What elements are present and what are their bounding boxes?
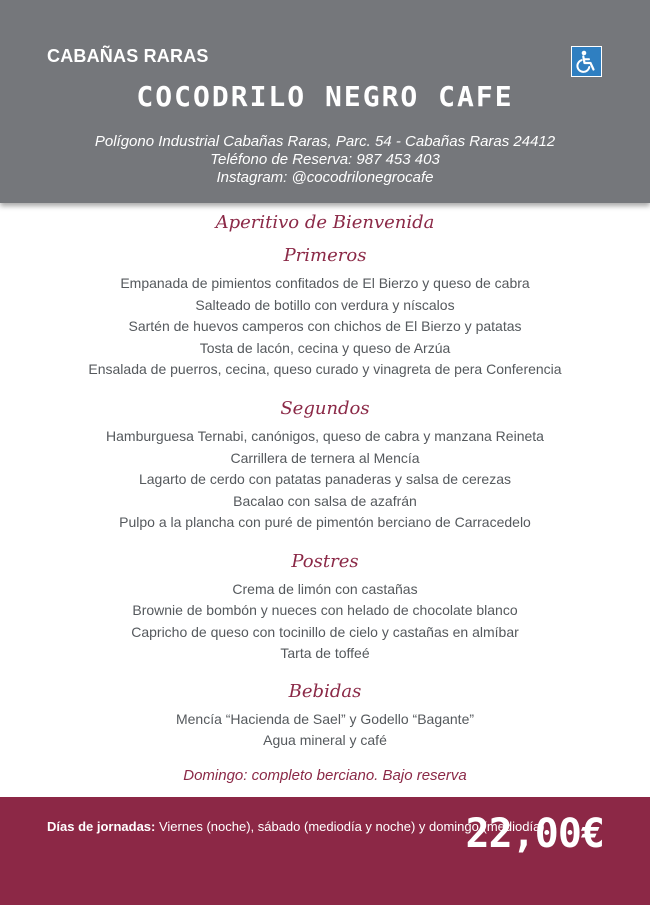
service-days-label: Días de jornadas:	[47, 819, 156, 834]
list-item: Brownie de bombón y nueces con helado de chocolate blanco	[132, 602, 518, 618]
list-item: Tosta de lacón, cecina y queso de Arzúa	[199, 340, 451, 356]
cafe-name: COCODRILO NEGRO CAFE	[136, 80, 514, 113]
list-item: Crema de limón con castañas	[232, 581, 418, 597]
list-item: Hamburguesa Ternabi, canónigos, queso de cabra y manzana Reineta	[106, 428, 544, 444]
service-days-text: Viernes (noche), sábado (mediodía y noche) y domingo (mediodía)	[155, 819, 545, 834]
section-title-postres: Postres	[291, 551, 359, 572]
sunday-note: Domingo: completo berciano. Bajo reserva	[183, 767, 467, 784]
list-item: Carrillera de ternera al Mencía	[230, 450, 420, 466]
town-name: CABAÑAS RARAS	[47, 46, 209, 66]
section-title-bebidas: Bebidas	[288, 681, 362, 702]
footer-band	[0, 797, 650, 905]
list-item: Tarta de toffeé	[280, 645, 370, 661]
list-item: Ensalada de puerros, cecina, queso curado y vinagreta de pera Conferencia	[88, 361, 562, 377]
reservation-phone: Teléfono de Reserva: 987 453 403	[210, 151, 440, 168]
header-band	[0, 0, 650, 203]
instagram-handle: Instagram: @cocodrilonegrocafe	[216, 169, 434, 186]
menu-price: 22,00€	[465, 811, 604, 857]
list-item: Empanada de pimientos confitados de El Bierzo y queso de cabra	[120, 275, 530, 291]
section-title-primeros: Primeros	[283, 245, 367, 266]
list-item: Agua mineral y café	[263, 732, 387, 748]
list-item: Lagarto de cerdo con patatas panaderas y salsa de cerezas	[138, 471, 512, 487]
welcome-title: Aperitivo de Bienvenida	[215, 212, 435, 233]
list-item: Mencía “Hacienda de Sael” y Godello “Bagante”	[175, 711, 475, 727]
address: Polígono Industrial Cabañas Raras, Parc. 54 - Cabañas Raras 24412	[94, 133, 556, 150]
section-title-segundos: Segundos	[280, 398, 370, 419]
list-item: Pulpo a la plancha con puré de pimentón berciano de Carracedelo	[119, 514, 531, 530]
list-item: Salteado de botillo con verdura y níscalos	[195, 297, 455, 313]
list-item: Bacalao con salsa de azafrán	[233, 493, 417, 509]
list-item: Capricho de queso con tocinillo de cielo y castañas en almíbar	[131, 624, 519, 640]
list-item: Sartén de huevos camperos con chichos de El Bierzo y patatas	[128, 318, 522, 334]
wheelchair-accessibility-icon	[571, 46, 602, 77]
